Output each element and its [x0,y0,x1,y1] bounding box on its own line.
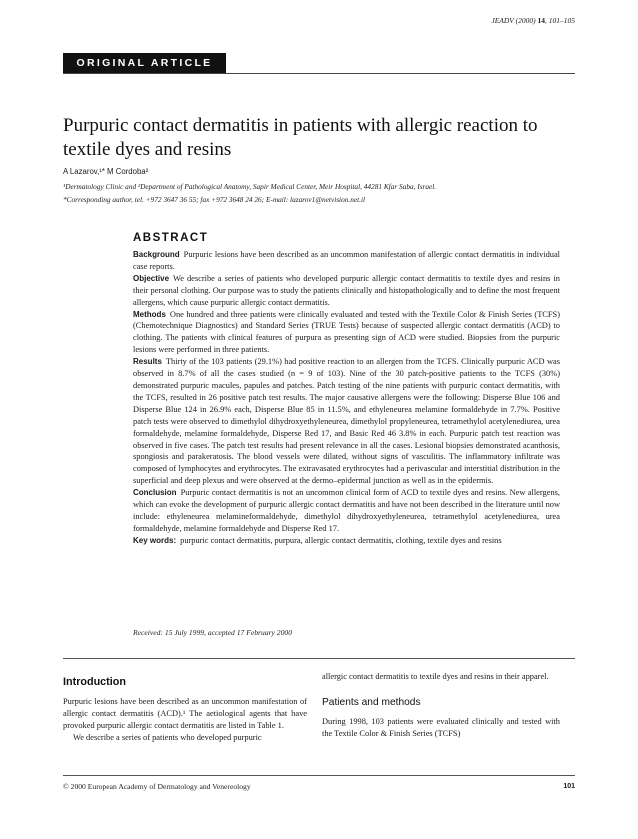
introduction-continuation: allergic contact dermatitis to textile dyes and resins in their apparel. [322,672,549,681]
affiliation: ¹Dermatology Clinic and ²Department of Pathological Anatomy, Sapir Medical Center, Meir Hospital, 44281 Kfar Saba, Israel. [63,182,437,191]
introduction-paragraph-2: We describe a series of patients who developed purpuric [73,733,262,742]
header-rule [63,73,575,74]
abstract-label: Methods [133,309,166,319]
footer-rule [63,775,575,776]
section-rule [63,658,575,659]
received-dates: Received: 15 July 1999, accepted 17 February 2000 [133,628,292,637]
abstract-text: Purpuric lesions have been described as an uncommon manifestation of allergic contact dermatitis in individual case reports. [133,250,560,271]
abstract-label: Background [133,250,180,259]
abstract-methods [133,309,560,357]
article-title: Purpuric contact dermatitis in patients with allergic reaction to textile dyes and resins [63,115,538,160]
abstract-text: Thirty of the 103 patients (29.1%) had positive reaction to an allergen from the TCFS. Clinically purpuric ACD was observed in 8.7% of all the cases studied (n = 9 of 103). Nine of the 30 patch-positive patients to the TCFS (30%) demonstrated purpuric macules, papules and patches. Patch testing of the nine patients with purpuric contact dermatitis, with the TCFS, resulted in 26 positive patch test results. The major causative allergens were the following: Disperse Blue 106 and Disperse Blue 124 in 26.9% each, Disperse Blue 85 in 11.5%, and ethyleneurea melamine formaldehyde in 7.7%. Positive patch tests were observed to dimethylol dihydroxyethyleneurea, dimethylol propyleneurea, tetramethylol acetylenediurea, urea formaldehyde, melamine formaldehyde, Disperse Red 17, and Basic Red 46 3.8% in each. Purpuric patch test reaction was observed in five cases. The patch test results had present relevance in all the cases. Lesional biopsies demonstrated acanthosis, spongiosis and parakeratosis. The blood vessels were dilated, without signs of vasculitis. The inflammatory infiltrate was composed of lymphocytes and erythrocytes. The extravasated erythrocytes had a perivascular and interstitial distribution in the superficial and deep plexus and were observed at the dermo–epidermal junction as well as in the epidermis. [133,357,560,486]
patients-methods-heading: Patients and methods [322,697,421,708]
abstract-heading: ABSTRACT [133,232,209,244]
abstract-keywords [133,535,560,547]
corresponding-author: *Corresponding author, tel. +972 3647 36 55; fax +972 3648 24 26; E-mail: lazarov1@netvision.net.il [63,195,365,204]
introduction-paragraph-1: Purpuric lesions have been described as an uncommon manifestation of allergic contact dermatitis (ACD).¹ The aetiological agents that have provoked purpuric allergic contact dermatitis are listed in Table 1. [63,697,307,730]
journal-reference [491,16,575,25]
article-type-banner: ORIGINAL ARTICLE [63,53,226,73]
authors: A Lazarov,¹* M Cordoba² [63,167,149,176]
patients-methods-paragraph: During 1998, 103 patients were evaluated clinically and tested with the Textile Color & Finish Series (TCFS) [322,717,560,738]
page-number: 101 [563,783,575,790]
journal-name: JEADV [491,16,514,25]
abstract-text: One hundred and three patients were clinically evaluated and tested with the Textile Color & Finish Series (TCFS) (Chemotechnique Diagnostics) and Standard Series (TRUE Tests) because of suspected allergic contact dermatitis (ACD) to clothing. The patients with clinical features of purpura as presenting sign of ACD were studied. Biopsies from the purpuric lesions were performed in three patients. [133,309,560,355]
copyright-notice: © 2000 European Academy of Dermatology and Venereology [63,782,251,791]
abstract-background [133,249,560,273]
abstract-text: We describe a series of patients who developed purpuric allergic contact dermatitis to textile dyes and resins in their personal clothing. Our purpose was to study the patients clinically and histopathologically and to define the most frequent allergens, which cause purpuric allergic contact dermatitis. [133,273,560,307]
abstract [133,232,560,547]
abstract-conclusion [133,487,560,535]
abstract-label: Objective [133,273,170,283]
right-column [322,671,560,740]
left-column [63,676,307,744]
journal-pages: , 101–105 [545,16,575,25]
journal-year: (2000) [515,16,536,25]
journal-volume: 14 [537,16,545,25]
abstract-label: Results [133,357,162,367]
keywords-text: purpuric contact dermatitis, purpura, allergic contact dermatitis, clothing, textile dyes and resins [180,535,502,545]
introduction-heading: Introduction [63,676,126,688]
keywords-label: Key words: [133,535,177,545]
abstract-label: Conclusion [133,488,177,498]
abstract-results [133,356,560,487]
abstract-text: Purpuric contact dermatitis is not an uncommon clinical form of ACD to textile dyes and resins. New allergens, which can evoke the development of purpuric allergic contact dermatitis and have not been described in the literature until now include: ethyleneurea melamineformaldehyde, dimethylol dihydroxyethyleneurea, tetramethylol acetylenediurea, urea formaldehyde, melamine formaldehyde and Disperse Red 17. [133,488,560,533]
abstract-objective [133,273,560,309]
